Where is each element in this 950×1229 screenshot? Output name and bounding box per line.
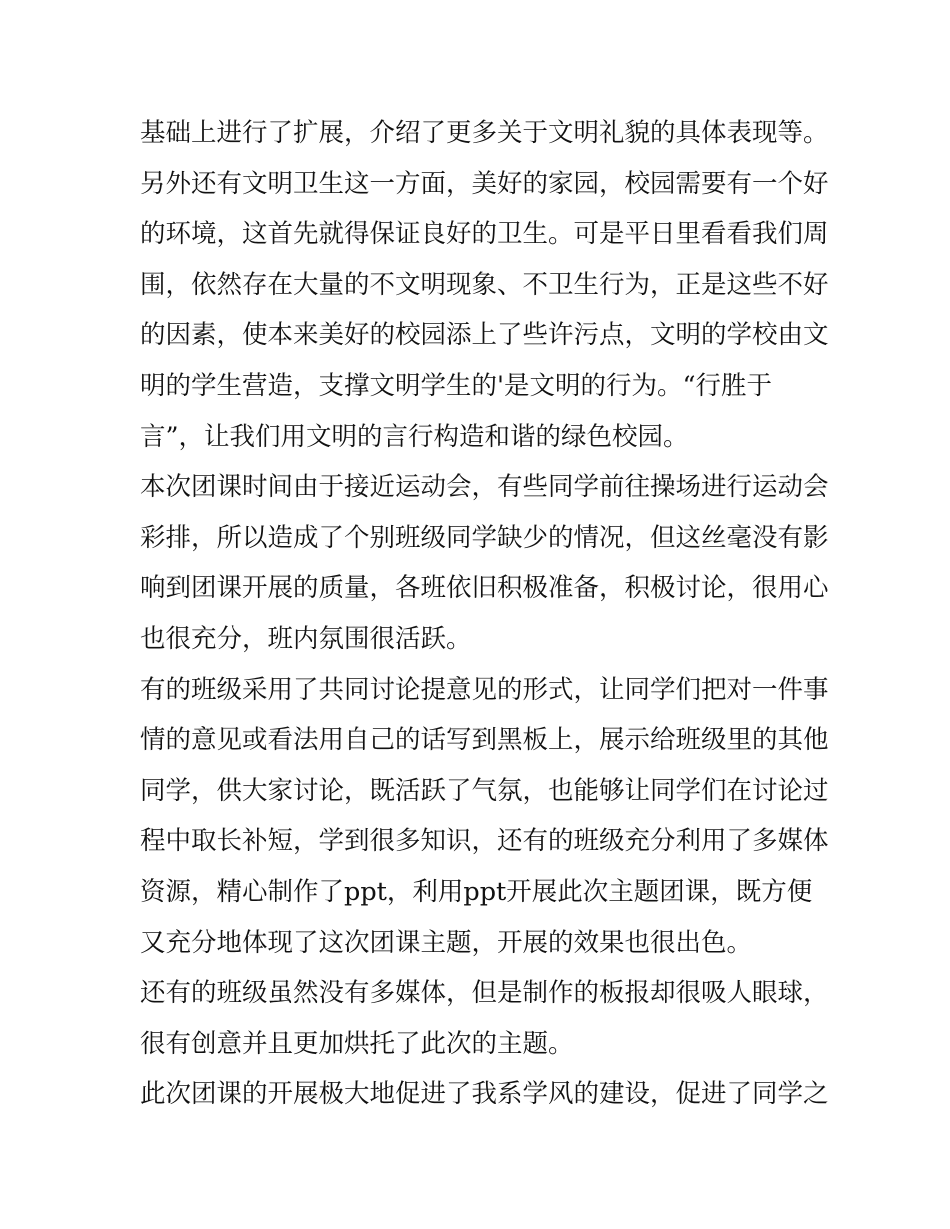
- text-line: 本次团课时间由于接近运动会，有些同学前往操场进行运动会: [140, 472, 829, 503]
- text-line: 明的学生营造，支撑文明学生的'是文明的行为。“行胜于: [140, 370, 773, 401]
- text-line: 情的意见或看法用自己的话写到黑板上，展示给班级里的其他: [140, 725, 829, 756]
- text-line: 又充分地体现了这次团课主题，开展的效果也很出色。: [140, 927, 753, 958]
- text-line: 响到团课开展的质量，各班依旧积极准备，积极讨论，很用心: [140, 573, 829, 604]
- text-line: 还有的班级虽然没有多媒体，但是制作的板报却很吸人眼球，: [140, 978, 829, 1009]
- text-line: 另外还有文明卫生这一方面，美好的家园，校园需要有一个好: [140, 168, 829, 199]
- text-line: 的因素，使本来美好的校园添上了些许污点，文明的学校由文: [140, 320, 829, 351]
- document-body: [140, 108, 829, 1120]
- text-line: 很有创意并且更加烘托了此次的主题。: [140, 1028, 574, 1059]
- text-line: 资源，精心制作了ppt，利用ppt开展此次主题团课，既方便: [140, 876, 813, 907]
- text-line: 程中取长补短，学到很多知识，还有的班级充分利用了多媒体: [140, 826, 829, 857]
- text-line: 有的班级采用了共同讨论提意见的形式，让同学们把对一件事: [140, 674, 829, 705]
- text-line: 言”，让我们用文明的言行构造和谐的绿色校园。: [140, 421, 689, 452]
- text-line: 同学，供大家讨论，既活跃了气氛，也能够让同学们在讨论过: [140, 775, 829, 806]
- text-line: 也很充分，班内氛围很活跃。: [140, 623, 472, 654]
- text-line: 的环境，这首先就得保证良好的卫生。可是平日里看看我们周: [140, 219, 829, 250]
- text-line: 围，依然存在大量的不文明现象、不卫生行为，正是这些不好: [140, 269, 829, 300]
- text-line: 基础上进行了扩展，介绍了更多关于文明礼貌的具体表现等。: [140, 118, 829, 148]
- text-line: 此次团课的开展极大地促进了我系学风的建设，促进了同学之: [140, 1079, 829, 1110]
- text-line: 彩排，所以造成了个别班级同学缺少的情况，但这丝毫没有影: [140, 522, 829, 553]
